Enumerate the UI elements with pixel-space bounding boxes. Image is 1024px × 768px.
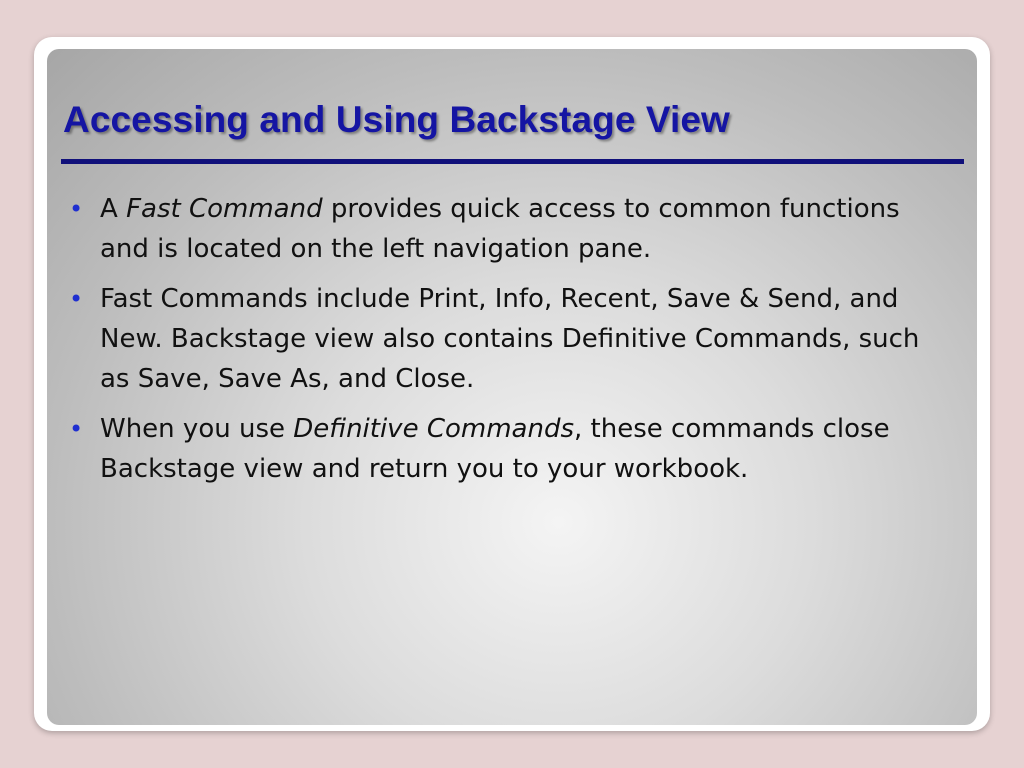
- bullet-emphasis: Fast Command: [126, 194, 323, 224]
- bullet-emphasis: Definitive Commands: [293, 414, 575, 444]
- title-underline-divider: [61, 159, 964, 164]
- bullet-list: [69, 189, 949, 499]
- bullet-item-2: [69, 279, 949, 399]
- slide-title: Accessing and Using Backstage View: [63, 99, 730, 140]
- bullet-item-1: [69, 189, 949, 269]
- bullet-text-after: provides quick access to common functions and is located on the left navigation pane.: [100, 194, 900, 264]
- bullet-text-before: When you use: [100, 414, 294, 444]
- bullet-icon: •: [69, 415, 84, 443]
- bullet-icon: •: [69, 285, 84, 313]
- bullet-text-before: A: [100, 194, 127, 224]
- bullet-text-before: Fast Commands include Print, Info, Recent, Save & Send, and New. Backstage view also contains Definitive Commands, such as Save, Save As, and Close.: [100, 284, 920, 394]
- bullet-text-after: , these commands close Backstage view and return you to your workbook.: [100, 414, 890, 484]
- slide: [47, 49, 977, 725]
- bullet-icon: •: [69, 195, 84, 223]
- bullet-item-3: [69, 409, 949, 489]
